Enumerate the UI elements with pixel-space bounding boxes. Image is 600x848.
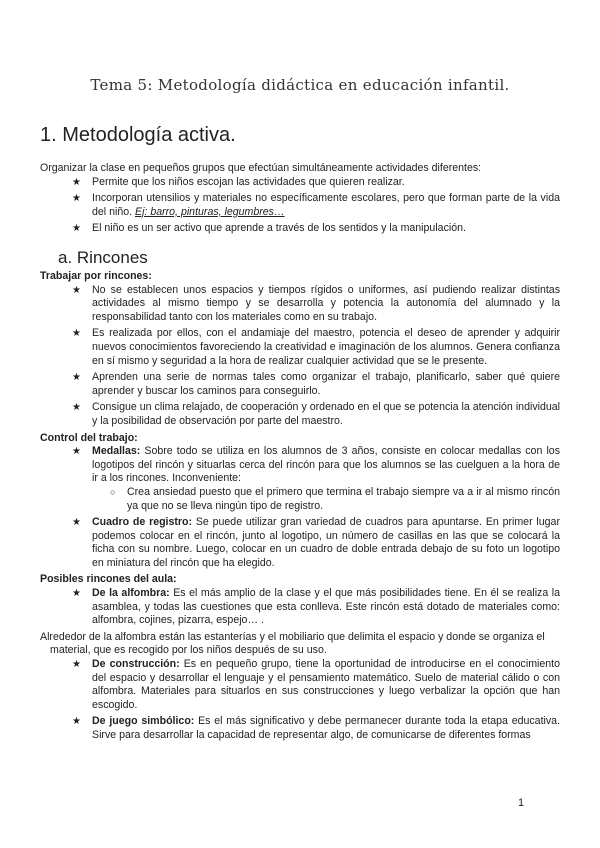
list-item-cuadro-de-registro: ★ Cuadro de registro: Se puede utilizar gran variedad de cuadros para apuntarse. En primer lugar podemos colocar en el rincón, junto al logotipo, un número de casillas en las que se colocará la ficha con su nombre. Luego, colocar en un cuadro de doble entrada debajo de su foto un logotipo en miniatura del rincón que ha elegido. [72, 516, 560, 570]
list-item: ★ Es realizada por ellos, con el andamiaje del maestro, potencia el deseo de aprender y adquirir nuevos conocimientos favoreciendo la creatividad e imaginación de los alumnos. Genera confianza en sí mismo y seguridad a la hora de realizar cualquier actividad que se le presente. [72, 327, 560, 368]
section1-intro: Organizar la clase en pequeños grupos que efectúan simultáneamente actividades diferentes: [40, 162, 482, 174]
section1-bullet-list [40, 176, 560, 236]
document-title: Tema 5: Metodología didáctica en educación infantil. [90, 76, 510, 94]
list-item: ★ No se establecen unos espacios y tiempos rígidos o uniformes, así pudiendo realizar distintas actividades al mismo tiempo y se desarrolla y potencia la autonomía del alumnado y la responsabilidad tanto con los materiales como en su trabajo. [72, 284, 560, 325]
list-item: ★ El niño es un ser activo que aprende a través de los sentidos y la manipulación. [72, 222, 560, 236]
trabajar-bullet-list [40, 284, 560, 429]
subsection-heading-rincones: a. Rincones [58, 248, 148, 267]
example-text: Ej: barro, pinturas, legumbres… [135, 205, 285, 218]
page-number: 1 [518, 797, 525, 809]
alrededor-paragraph: Alrededor de la alfombra están las estanterías y el mobiliario que delimita el espacio y donde se organiza el material, que es recogido por los niños después de su uso. [40, 630, 545, 657]
list-item: ★ Incorporan utensilios y materiales no específicamente escolares, pero que forman parte de la vida del niño. Ej: barro, pinturas, legumbres… [72, 192, 560, 219]
list-item-medallas: ★ Medallas: Sobre todo se utiliza en los alumnos de 3 años, consiste en colocar medallas con los logotipos del rincón y situarlas cerca del rincón para que los alumnos se las cuelguen a la hora de ir a los rincones. Inconveniente: ○ Crea ansiedad puesto que el primero que termina el trabajo siempre va a ir al mismo rincón ya que no se lleva ningún tipo de registro. [72, 445, 560, 513]
list-item-de-construccion: ★ De construcción: Es en pequeño grupo, tiene la oportunidad de introducirse en el conocimiento del espacio y desarrollar el lenguaje y el pensamiento matemático. Suelo de material cálido o con alfombra. Materiales para situarlos en sus construcciones y luego verbalizar la opción que han escogido. [72, 658, 560, 712]
list-item: ○ Crea ansiedad puesto que el primero que termina el trabajo siempre va a ir al mismo rincón ya que no se lleva ningún tipo de registro. [110, 486, 560, 513]
label-trabajar-por-rincones: Trabajar por rincones: [40, 270, 152, 282]
rincones-body [40, 270, 560, 746]
section1-body [40, 162, 560, 239]
list-item-de-juego-simbolico: ★ De juego simbólico: Es el más significativo y debe permanecer durante toda la etapa educativa. Sirve para desarrollar la capacidad de representar algo, de comunicarse de diferentes formas [72, 715, 560, 742]
alfombra-bullet-list [40, 587, 560, 628]
list-item: ★ Aprenden una serie de normas tales como organizar el trabajo, planificarlo, saber qué quiere aprender y buscar los caminos para conseguirlo. [72, 371, 560, 398]
list-item-de-la-alfombra: ★ De la alfombra: Es el más amplio de la clase y el que más posibilidades tiene. En él se realiza la asamblea, y todas las cuestiones que esta conlleva. Este rincón está dotado de materiales como: alfombra, cojines, pizarra, espejo… . [72, 587, 560, 628]
medallas-sub-list [92, 486, 560, 513]
control-bullet-list [40, 445, 560, 570]
section-heading-metodologia-activa: 1. Metodología activa. [40, 124, 236, 146]
label-posibles-rincones: Posibles rincones del aula: [40, 573, 177, 586]
rincones-types-bullet-list [40, 658, 560, 743]
list-item: ★ Permite que los niños escojan las actividades que quieren realizar. [72, 176, 560, 190]
list-item: ★ Consigue un clima relajado, de cooperación y ordenado en el que se potencia la atención individual y la posibilidad de observación por parte del maestro. [72, 401, 560, 428]
label-control-del-trabajo: Control del trabajo: [40, 431, 138, 444]
